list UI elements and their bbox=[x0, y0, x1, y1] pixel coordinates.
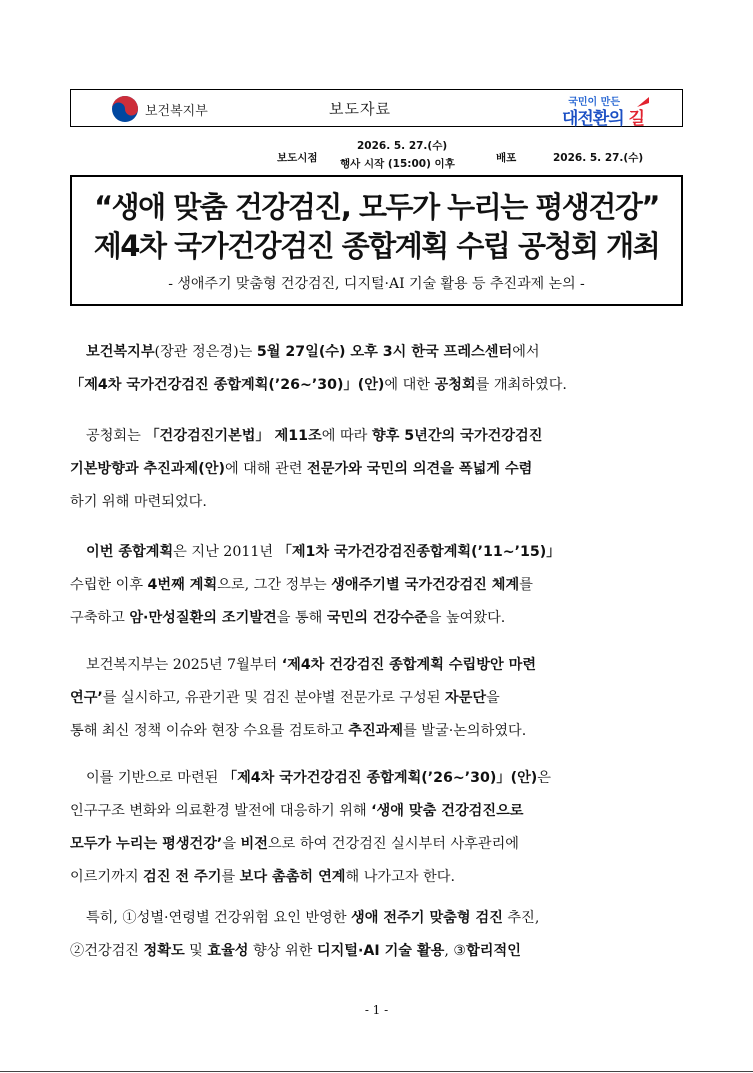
paragraph-3: 이번 종합계획은 지난 2011년 「제1차 국가건강검진종합계획(’11~’15)」 수립한 이후 4번째 계획으로, 그간 정부는 생애주기별 국가건강검진 체계를 구축하고 암·만성질환의 조기발견을 통해 국민의 건강수준을 높여왔다. bbox=[70, 544, 561, 626]
press-release-header bbox=[70, 89, 683, 127]
distribution-label: 배포 bbox=[496, 152, 517, 164]
release-event-time: 행사 시작 (15:00) 이후 bbox=[340, 158, 455, 170]
paragraph-4: 보건복지부는 2025년 7월부터 ‘제4차 건강검진 종합계획 수립방안 마련 연구’를 실시하고, 유관기관 및 검진 분야별 전문가로 구성된 자문단을 통해 최신 정책 이슈와 현장 수요를 검토하고 추진과제를 발굴·논의하였다. bbox=[70, 657, 537, 739]
slogan-top-text: 국민이 만든 bbox=[568, 97, 620, 108]
release-date: 2026. 5. 27.(수) bbox=[357, 140, 448, 152]
taegeuk-emblem-icon bbox=[111, 95, 139, 123]
distribution-date: 2026. 5. 27.(수) bbox=[553, 152, 644, 164]
slogan-main-text: 대전환의 길 bbox=[561, 109, 644, 129]
paragraph-5: 이를 기반으로 마련된 「제4차 국가건강검진 종합계획(’26~’30)」(안)은 인구구조 변화와 의료환경 발전에 대응하기 위해 ‘생애 맞춤 건강검진으로 모두가 누리는 평생건강’을 비전으로 하여 건강검진 실시부터 사후관리에 이르기까지 검진 전 주기를 보다 촘촘히 연계해 나가고자 한다. bbox=[70, 770, 551, 885]
headline-main: 제4차 국가건강검진 종합계획 수립 공청회 개최 bbox=[93, 229, 660, 263]
headline-quote: “생애 맞춤 건강검진, 모두가 누리는 평생건강” bbox=[94, 190, 659, 224]
paragraph-6: 특히, ①성별·연령별 건강위험 요인 반영한 생애 전주기 맞춤형 검진 추진, ②건강검진 정확도 및 효율성 향상 위한 디지털·AI 기술 활용, ③합리적인 bbox=[70, 910, 540, 959]
flag-icon bbox=[636, 96, 650, 108]
ministry-logo bbox=[111, 94, 208, 124]
bottom-divider bbox=[0, 1071, 753, 1072]
paragraph-2: 공청회는 「건강검진기본법」 제11조에 따라 향후 5년간의 국가건강검진 기본방향과 추진과제(안)에 대해 관련 전문가와 국민의 의견을 폭넓게 수렴 하기 위해 마련되었다. bbox=[70, 428, 543, 510]
page-number: - 1 - bbox=[364, 1003, 389, 1017]
subtitle: - 생애주기 맞춤형 건강검진, 디지털·AI 기술 활용 등 추진과제 논의 - bbox=[168, 276, 585, 292]
slogan-logo bbox=[526, 94, 644, 129]
release-time-label: 보도시점 bbox=[277, 152, 318, 164]
title-box bbox=[70, 175, 683, 306]
ministry-name: 보건복지부 bbox=[145, 103, 208, 119]
paragraph-1: 보건복지부(장관 정은경)는 5월 27일(수) 오후 3시 한국 프레스센터에서 「제4차 국가건강검진 종합계획(’26~’30)」(안)에 대한 공청회를 개최하였다. bbox=[70, 344, 567, 393]
document-type: 보도자료 bbox=[329, 100, 391, 118]
